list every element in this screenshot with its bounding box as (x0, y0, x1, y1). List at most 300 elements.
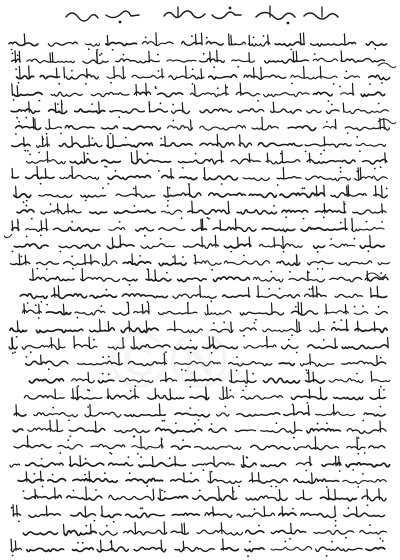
diacritic-dot (381, 82, 383, 84)
diacritic-dot (290, 49, 292, 51)
letter-stroke (56, 68, 57, 78)
handwritten-word (245, 548, 264, 552)
handwritten-word (119, 378, 153, 382)
diacritic-dot (340, 167, 342, 169)
handwritten-word (205, 311, 231, 315)
diacritic-dot (112, 49, 114, 51)
letter-stroke (227, 387, 228, 398)
handwritten-word (102, 261, 117, 266)
handwritten-word (263, 329, 301, 332)
letter-stroke (215, 235, 216, 247)
diacritic-dot (133, 188, 135, 190)
letter-stroke (160, 489, 161, 499)
handwritten-word (259, 244, 302, 249)
letter-stroke (90, 404, 91, 415)
letter-stroke (108, 322, 109, 332)
handwritten-word (326, 110, 339, 114)
diacritic-dot (236, 370, 238, 372)
diacritic-dot (242, 390, 244, 392)
letter-stroke (64, 524, 65, 534)
handwritten-word (209, 428, 226, 432)
diacritic-dot (101, 305, 103, 307)
handwritten-word (175, 413, 210, 417)
letter-stroke (210, 52, 211, 62)
handwritten-word (345, 127, 389, 131)
diacritic-dot (71, 221, 73, 223)
handwritten-word (14, 445, 51, 448)
handwritten-word (200, 126, 246, 131)
diacritic-dot (40, 183, 42, 185)
diacritic-dot (314, 53, 316, 55)
diacritic-dot (157, 54, 159, 56)
letter-stroke (89, 472, 90, 482)
diacritic-dot (71, 70, 73, 72)
handwritten-word (113, 313, 128, 315)
diacritic-dot (210, 300, 212, 302)
letter-stroke (37, 167, 38, 179)
manuscript-body (4, 26, 396, 560)
handwritten-word (213, 277, 249, 282)
letter-stroke (346, 320, 347, 331)
handwritten-word (90, 328, 115, 332)
handwritten-word (164, 193, 201, 198)
diacritic-dot (15, 133, 17, 135)
handwritten-word (17, 76, 34, 79)
diacritic-dot (118, 116, 120, 118)
handwritten-word (231, 159, 260, 164)
diacritic-dot (67, 439, 69, 441)
letter-stroke (201, 69, 202, 78)
letter-stroke (293, 52, 294, 62)
handwritten-word (36, 262, 58, 265)
diacritic-dot (182, 256, 184, 258)
diacritic-dot (207, 217, 209, 219)
diacritic-dot (14, 351, 16, 353)
diacritic-dot (263, 35, 265, 37)
letter-stroke (72, 166, 73, 178)
diacritic-dot (254, 508, 256, 510)
handwritten-word (191, 93, 229, 97)
handwritten-word (229, 362, 272, 366)
handwritten-word (241, 396, 283, 400)
letter-stroke (348, 185, 349, 196)
handwritten-word (280, 193, 325, 197)
handwritten-word (128, 361, 166, 365)
letter-stroke (70, 456, 71, 466)
handwritten-word (341, 59, 384, 63)
letter-stroke (380, 421, 381, 432)
manuscript-line (14, 436, 385, 455)
handwritten-word (322, 462, 341, 466)
diacritic-dot (17, 55, 19, 57)
diacritic-dot (309, 288, 311, 290)
diacritic-dot (217, 87, 219, 89)
handwritten-word (334, 397, 363, 399)
letter-stroke (382, 204, 383, 213)
handwritten-word (230, 381, 257, 383)
manuscript-line (23, 487, 387, 506)
diacritic-dot (104, 166, 106, 168)
handwritten-word (240, 312, 283, 315)
diacritic-dot (380, 166, 382, 168)
letter-stroke (137, 151, 138, 163)
letter-stroke (129, 321, 130, 331)
handwritten-word (126, 478, 163, 482)
diacritic-dot (85, 458, 87, 460)
handwritten-word (246, 496, 287, 501)
handwritten-word (136, 228, 154, 232)
handwritten-word (73, 479, 117, 483)
handwritten-word (109, 495, 154, 500)
letter-stroke (238, 237, 239, 247)
letter-stroke (345, 305, 346, 314)
handwritten-word (306, 380, 325, 383)
letter-stroke (100, 320, 101, 332)
handwritten-word (264, 378, 300, 383)
diacritic-dot (252, 373, 254, 375)
handwritten-word (282, 210, 308, 212)
letter-stroke (339, 457, 340, 466)
handwritten-word (159, 228, 185, 231)
diacritic-dot (356, 136, 358, 138)
letter-stroke (134, 337, 135, 348)
handwritten-word (330, 277, 362, 281)
letter-stroke (219, 489, 220, 500)
diacritic-dot (189, 386, 191, 388)
handwritten-word (314, 246, 325, 248)
diacritic-dot (335, 457, 337, 459)
diacritic-dot (362, 420, 364, 422)
handwritten-word (305, 294, 327, 296)
letter-stroke (282, 151, 283, 163)
manuscript-line (29, 370, 389, 388)
header-handwriting (66, 6, 338, 24)
handwritten-word (67, 496, 102, 500)
diacritic-dot (60, 251, 62, 253)
diacritic-dot (374, 48, 376, 50)
diacritic-dot (293, 437, 295, 439)
handwritten-word (48, 479, 66, 482)
letter-stroke (367, 489, 368, 499)
diacritic-dot (129, 284, 131, 286)
letter-stroke (171, 169, 172, 179)
diacritic-dot (221, 183, 223, 185)
letter-stroke (207, 305, 208, 314)
handwritten-word (342, 345, 388, 349)
handwritten-word (252, 126, 278, 130)
letter-stroke (308, 405, 309, 415)
diacritic-dot (12, 352, 14, 354)
diacritic-dot (368, 250, 370, 252)
diacritic-dot (192, 83, 194, 85)
handwritten-word (150, 109, 168, 112)
letter-stroke (317, 287, 318, 298)
diacritic-dot (334, 321, 336, 323)
handwritten-word (364, 413, 385, 416)
handwritten-word (160, 378, 176, 380)
letter-stroke (186, 66, 187, 78)
letter-stroke (108, 389, 109, 399)
letter-stroke (375, 186, 376, 197)
letter-stroke (377, 356, 378, 365)
handwritten-word (124, 126, 161, 130)
manuscript-line (11, 253, 390, 270)
handwritten-word (249, 42, 270, 46)
handwritten-word (279, 363, 294, 366)
diacritic-dot (123, 54, 125, 56)
letter-stroke (159, 404, 160, 416)
diacritic-dot (367, 504, 369, 506)
handwritten-word (81, 195, 106, 197)
handwritten-word (146, 278, 171, 281)
diacritic-dot (326, 486, 328, 488)
handwritten-word (65, 126, 94, 130)
letter-stroke (191, 120, 192, 129)
handwritten-word (301, 227, 347, 231)
handwritten-word (301, 513, 336, 517)
letter-stroke (101, 540, 102, 550)
diacritic-dot (172, 104, 174, 106)
diacritic-dot (129, 472, 131, 474)
letter-stroke (228, 202, 229, 214)
letter-stroke (77, 387, 78, 398)
handwritten-word (238, 109, 264, 113)
handwritten-word (116, 194, 155, 198)
handwritten-word (330, 244, 355, 247)
handwritten-word (98, 380, 113, 383)
handwritten-word (30, 277, 74, 281)
letter-stroke (221, 523, 222, 534)
handwritten-word (376, 311, 388, 314)
manuscript-line (26, 353, 386, 371)
diacritic-dot (71, 255, 73, 257)
diacritic-dot (359, 150, 361, 152)
letter-stroke (328, 489, 329, 499)
letter-stroke (111, 541, 112, 551)
letter-stroke (335, 119, 336, 129)
handwritten-word (291, 75, 337, 79)
letter-stroke (136, 186, 137, 196)
handwritten-word (346, 463, 390, 467)
diacritic-dot (357, 453, 359, 455)
diacritic-dot (226, 87, 228, 89)
diacritic-dot (139, 255, 141, 257)
letter-stroke (58, 286, 59, 297)
handwritten-word (243, 178, 269, 181)
letter-stroke (50, 420, 51, 431)
letter-stroke (248, 288, 249, 298)
handwritten-word (200, 143, 234, 148)
diacritic-dot (255, 319, 257, 321)
handwritten-word (265, 59, 309, 63)
handwritten-word (180, 177, 197, 180)
handwritten-word (26, 160, 65, 164)
handwritten-word (41, 210, 81, 215)
handwritten-word (102, 160, 121, 163)
letter-stroke (188, 303, 189, 314)
diacritic-dot (48, 368, 50, 370)
handwritten-word (339, 261, 372, 265)
diacritic-dot (323, 339, 325, 341)
diacritic-dot (30, 351, 32, 353)
header-dot-2 (229, 7, 231, 9)
letter-stroke (226, 85, 227, 96)
diacritic-dot (362, 305, 364, 307)
handwritten-word (271, 530, 306, 534)
letter-stroke (343, 103, 344, 112)
handwritten-word (246, 530, 264, 534)
diacritic-dot (326, 555, 328, 557)
handwritten-word (175, 548, 214, 552)
diacritic-dot (140, 508, 142, 510)
diacritic-dot (94, 520, 96, 522)
handwritten-word (261, 463, 286, 467)
letter-stroke (59, 339, 60, 348)
letter-stroke (258, 286, 259, 297)
handwritten-word (325, 311, 349, 313)
diacritic-dot (102, 373, 104, 375)
diacritic-dot (161, 490, 163, 492)
handwritten-word (14, 244, 48, 249)
handwritten-word (100, 531, 118, 535)
handwritten-word (48, 42, 77, 46)
handwritten-word (18, 479, 43, 482)
handwritten-word (355, 328, 387, 332)
handwritten-word (261, 429, 302, 434)
diacritic-dot (42, 486, 44, 488)
letter-stroke (313, 286, 314, 297)
diacritic-dot (328, 100, 330, 102)
handwritten-word (158, 311, 197, 314)
diacritic-dot (23, 201, 25, 203)
letter-stroke (272, 303, 273, 314)
handwritten-word (75, 109, 105, 113)
handwritten-word (158, 93, 183, 97)
handwritten-word (206, 41, 223, 45)
handwritten-word (232, 60, 255, 62)
handwritten-word (347, 446, 365, 449)
diacritic-dot (41, 458, 43, 460)
diacritic-dot (87, 153, 89, 155)
handwritten-word (72, 379, 95, 383)
diacritic-dot (357, 486, 359, 488)
letter-stroke (161, 540, 162, 550)
handwritten-word (313, 58, 337, 61)
handwritten-word (26, 175, 55, 179)
diacritic-dot (271, 486, 273, 488)
letter-stroke (95, 421, 96, 431)
letter-stroke (82, 269, 83, 281)
letter-stroke (52, 53, 53, 63)
letter-stroke (85, 254, 86, 264)
diacritic-dot (317, 251, 319, 253)
letter-stroke (312, 473, 313, 482)
diacritic-dot (206, 37, 208, 39)
letter-stroke (295, 422, 296, 432)
handwritten-word (307, 160, 355, 164)
handwritten-word (172, 110, 190, 113)
diacritic-dot (348, 507, 350, 509)
diacritic-dot (85, 83, 87, 85)
diacritic-dot (288, 339, 290, 341)
diacritic-dot (305, 470, 307, 472)
handwritten-word (10, 464, 20, 467)
letter-stroke (106, 253, 107, 264)
manuscript-line (20, 286, 387, 304)
header-dot-1 (119, 21, 121, 23)
letter-stroke (229, 34, 230, 45)
diacritic-dot (87, 406, 89, 408)
handwritten-word (235, 430, 255, 432)
diacritic-dot (233, 491, 235, 493)
handwritten-word (236, 92, 259, 96)
handwritten-word (356, 143, 386, 146)
diacritic-dot (323, 149, 325, 151)
handwritten-word (307, 429, 341, 433)
handwritten-word (209, 193, 246, 197)
diacritic-dot (34, 473, 36, 475)
letter-stroke (152, 457, 153, 466)
letter-stroke (344, 34, 345, 45)
handwritten-word (192, 463, 234, 467)
letter-stroke (55, 488, 56, 499)
diacritic-dot (26, 200, 28, 202)
letter-stroke (68, 204, 69, 213)
diacritic-dot (190, 472, 192, 474)
handwritten-word (114, 210, 155, 213)
handwritten-word (239, 143, 252, 147)
letter-stroke (73, 389, 74, 399)
letter-stroke (26, 472, 27, 482)
handwritten-word (244, 345, 276, 349)
diacritic-dot (203, 53, 205, 55)
diacritic-dot (277, 184, 279, 186)
letter-stroke (89, 136, 90, 147)
handwritten-word (167, 329, 202, 333)
letter-stroke (141, 436, 142, 448)
letter-stroke (135, 522, 136, 533)
letter-stroke (201, 33, 202, 45)
handwritten-word (192, 228, 207, 231)
letter-stroke (114, 67, 115, 78)
manuscript-line (18, 471, 386, 488)
letter-stroke (377, 286, 378, 297)
diacritic-dot (247, 555, 249, 557)
diacritic-dot (158, 70, 160, 72)
letter-stroke (213, 337, 214, 348)
manuscript-line (10, 320, 387, 338)
letter-stroke (217, 134, 218, 146)
letter-stroke (267, 153, 268, 163)
letter-stroke (51, 338, 52, 348)
handwritten-word (71, 513, 96, 517)
letter-stroke (46, 506, 47, 516)
diacritic-dot (160, 138, 162, 140)
letter-stroke (254, 68, 255, 78)
letter-stroke (320, 388, 321, 399)
diacritic-dot (188, 183, 190, 185)
diacritic-dot (305, 151, 307, 153)
diacritic-dot (230, 389, 232, 391)
diacritic-dot (246, 456, 248, 458)
diacritic-dot (82, 542, 84, 544)
handwritten-word (101, 514, 121, 517)
letter-stroke (231, 370, 232, 382)
letter-stroke (123, 67, 124, 79)
handwritten-word (240, 328, 256, 331)
handwritten-word (344, 76, 359, 79)
letter-stroke (347, 187, 348, 197)
